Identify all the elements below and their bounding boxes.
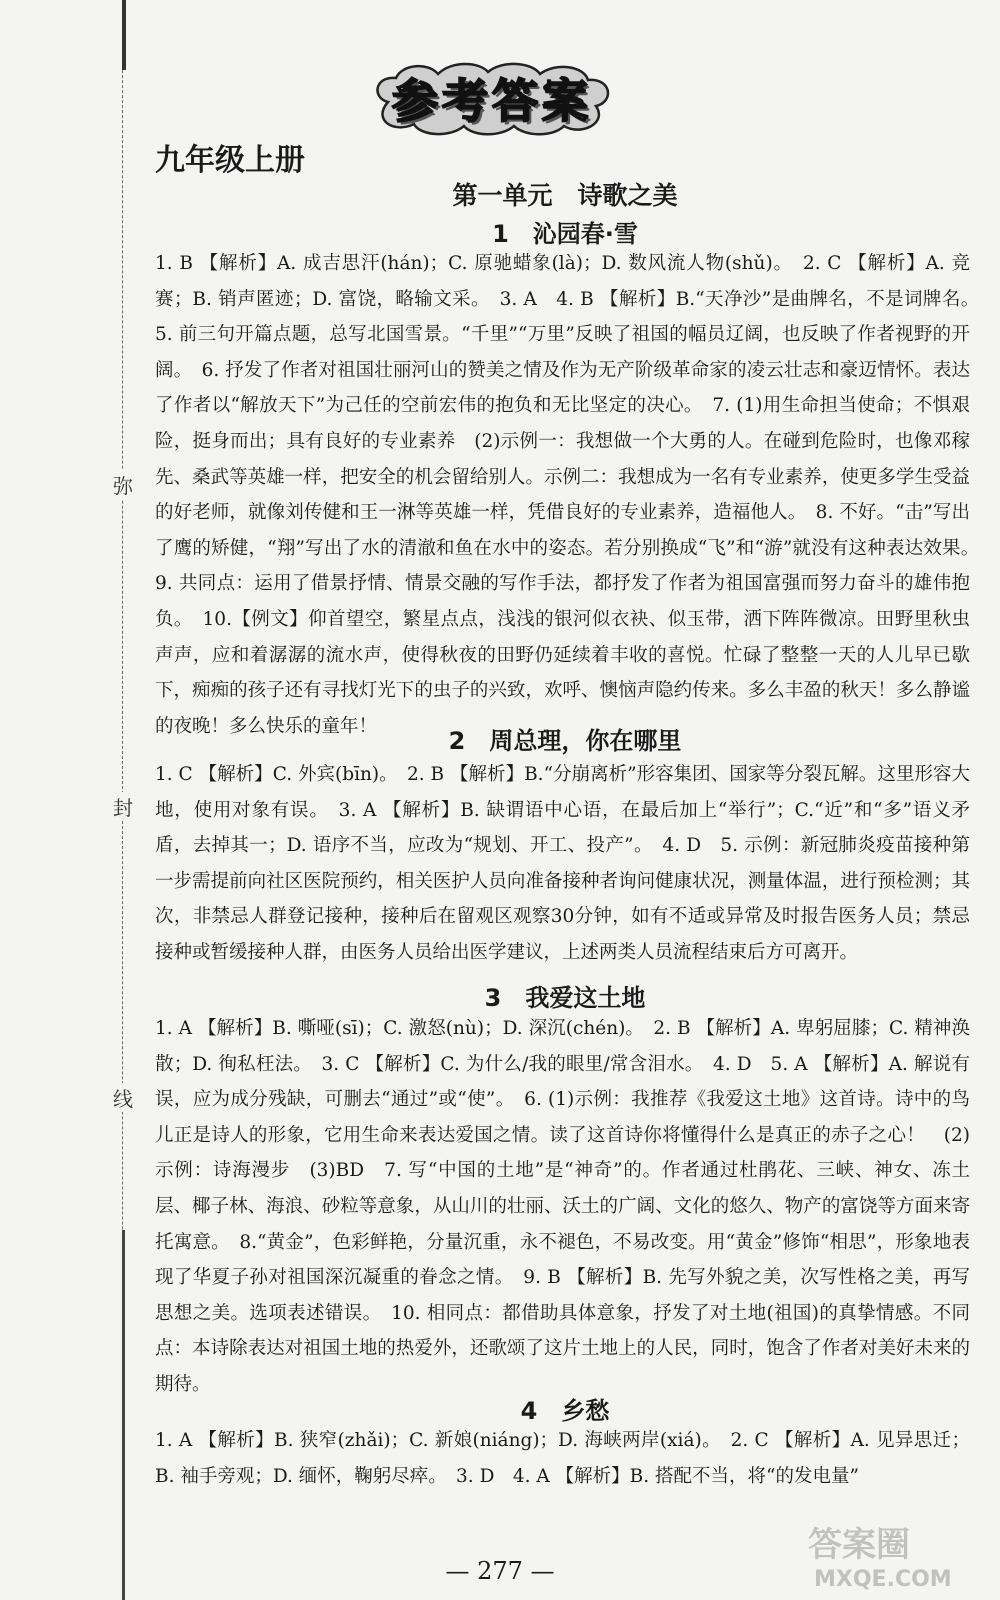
lesson-3-answers: 1. A 【解析】B. 嘶哑(sī)；C. 激怒(nù)；D. 深沉(chén)。 2. B 【解析】A. 卑躬屈膝；C. 精神涣散；D. 徇私枉法。 3. C 【解析】C. 为什么/我的眼里/常含泪水。 4. D 5. A 【解析】A. 解说有误，应为成分残缺，可删去“通过”或“使”。 6. (1)示例：我推荐《我爱这土地》这首诗。诗中的鸟儿正是诗人的形象，它用生命来表达爱国之情。读了这首诗你将懂得什么是真正的赤子之心！ (2)示例：诗海漫步 (3)BD 7. 写“中国的土地”是“神奇”的。作者通过杜鹃花、三峡、神女、冻土层、椰子林、海浪、砂粒等意象，从山川的壮丽、沃土的广阔、文化的悠久、物产的富饶等方面来寄托寓意。 8.“黄金”，色彩鲜艳，分量沉重，永不褪色，不易改变。用“黄金”修饰“相思”，形象地表现了华夏子孙对祖国深沉凝重的眷念之情。 9. B 【解析】B. 先写外貌之美，次写性格之美，再写思想之美。选项表述错误。 10. 相同点：都借助具体意象，抒发了对土地(祖国)的真挚情感。不同点：本诗除表达对祖国土地的热爱外，还歌颂了这片土地上的人民，同时，饱含了作者对美好未来的期待。	[155, 1018, 970, 1395]
binding-solid-line-top	[122, 0, 126, 70]
watermark-line-2: MXQE.COM	[814, 1567, 952, 1592]
lesson-2-answers: 1. C 【解析】C. 外宾(bīn)。 2. B 【解析】B.“分崩离析”形容集团、国家等分裂瓦解。这里形容大地，使用对象有误。 3. A 【解析】B. 缺谓语中心语，在最后加上“举行”；C.“近”和“多”语义矛盾，去掉其一；D. 语序不当，应改为“规划、开工、投产”。 4. D 5. 示例：新冠肺炎疫苗接种第一步需提前向社区医院预约，相关医护人员向准备接种者询问健康状况，测量体温，进行预检测；其次，非禁忌人群登记接种，接种后在留观区观察30分钟，如有不适或异常及时报告医务人员；禁忌接种或暂缓接种人群，由医务人员给出医学建议，上述两类人员流程结束后方可离开。	[155, 764, 970, 963]
answer-key-banner	[368, 58, 616, 138]
watermark-line-1: 答案圈	[808, 1525, 910, 1565]
margin-mark-feng: 封	[111, 792, 135, 821]
page-number: — 277 —	[445, 1557, 555, 1585]
page-title: 参考答案	[392, 74, 592, 128]
lesson-4-title: 4 乡愁	[520, 1397, 610, 1425]
margin-mark-xian: 线	[111, 1083, 135, 1112]
lesson-4-answers: 1. A 【解析】B. 狭窄(zhǎi)；C. 新娘(niáng)；D. 海峡两岸(xiá)。 2. C 【解析】A. 见异思迁；B. 袖手旁观；D. 缅怀，鞠躬尽瘁。 3. D 4. A 【解析】B. 搭配不当，将“的发电量”	[155, 1430, 970, 1487]
grade-heading: 九年级上册	[155, 143, 305, 178]
lesson-3-title: 3 我爱这土地	[484, 984, 646, 1012]
unit-heading: 第一单元 诗歌之美	[452, 181, 678, 210]
lesson-1-answers: 1. B 【解析】A. 成吉思汗(hán)；C. 原驰蜡象(là)；D. 数风流人物(shǔ)。 2. C 【解析】A. 竞赛；B. 销声匿迹；D. 富饶，略输文采。 3. A 4. B 【解析】B.“天净沙”是曲牌名，不是词牌名。 5. 前三句开篇点题，总写北国雪景。“千里”“万里”反映了祖国的幅员辽阔，也反映了作者视野的开阔。 6. 抒发了作者对祖国壮丽河山的赞美之情及作为无产阶级革命家的凌云壮志和豪迈情怀。表达了作者以“解放天下”为己任的空前宏伟的抱负和无比坚定的决心。 7. (1)用生命担当使命；不惧艰险，挺身而出；具有良好的专业素养 (2)示例一：我想做一个大勇的人。在碰到危险时，也像邓稼先、桑武等英雄一样，把安全的机会留给别人。示例二：我想成为一名有专业素养，使更多学生受益的好老师，就像刘传健和王一淋等英雄一样，凭借良好的专业素养，造福他人。 8. 不好。“击”写出了鹰的矫健，“翔”写出了水的清澈和鱼在水中的姿态。若分别换成“飞”和“游”就没有这种表达效果。 9. 共同点：运用了借景抒情、情景交融的写作手法，都抒发了作者为祖国富强而努力奋斗的雄伟抱负。 10.【例文】仰首望空，繁星点点，浅浅的银河似衣袂、似玉带，洒下阵阵微凉。田野里秋虫声声，应和着潺潺的流水声，使得秋夜的田野仍延续着丰收的喜悦。忙碌了整整一天的人儿早已歇下，痴痴的孩子还有寻找灯光下的虫子的兴致，欢呼、懊恼声隐约传来。多么丰盈的秋天！多么静谧的夜晚！多么快乐的童年！	[155, 253, 989, 737]
binding-solid-line-bottom	[122, 1230, 125, 1600]
lesson-1-title: 1 沁园春·雪	[492, 220, 638, 248]
site-watermark-logo	[800, 1518, 990, 1594]
lesson-2-title: 2 周总理，你在哪里	[448, 727, 682, 755]
margin-mark-mi: 弥	[111, 470, 135, 499]
